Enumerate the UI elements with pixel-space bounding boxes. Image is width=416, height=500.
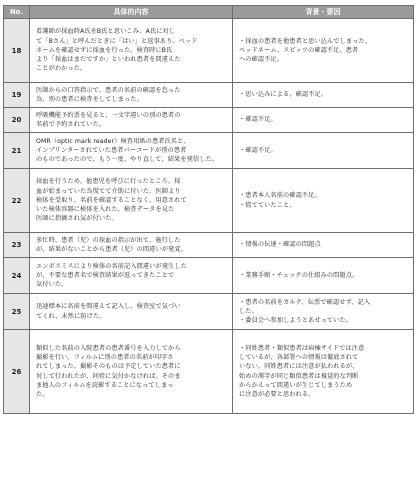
- row-number: 20: [4, 108, 30, 133]
- reason-line: しているが、各部署への情報は徹底されて: [239, 353, 359, 361]
- reason-line: ・患者本人名前の確認不足。: [239, 192, 321, 200]
- row-number: 18: [4, 19, 30, 83]
- header-reason: 背景・要因: [233, 6, 414, 19]
- table-row: [4, 108, 414, 133]
- content-line: れてしまった。撮影そのものは予定していた患者に: [36, 363, 181, 371]
- reason-line: ・思い込みによる、確認不足。: [239, 91, 328, 99]
- content-line: ことがわかった。: [36, 65, 87, 73]
- row-number: 21: [4, 133, 30, 169]
- content-line: 迅速標本に名前を間違えて記入し、検査室で気づい: [36, 303, 181, 311]
- row-number: 25: [4, 294, 30, 330]
- content-line: OMR（optic mark reader）検査用紙の患者氏名と、: [36, 137, 190, 145]
- reason-line: した。: [239, 307, 258, 315]
- reason-line: いない。同姓患者には注意が払われるが、: [239, 363, 359, 371]
- table-header-row: [4, 6, 414, 19]
- content-line: 医師に指摘され気が付いた。: [36, 215, 118, 223]
- content-line: 呼吸機能予約票を見ると、一文字違いの別の患者の: [36, 111, 181, 119]
- table-row: [4, 258, 414, 294]
- content-line: 対して行われたが、同姓に気付かなければ、そのま: [36, 372, 181, 380]
- row-number: 24: [4, 258, 30, 294]
- content-cell: [30, 83, 233, 108]
- table-row: [4, 330, 414, 414]
- content-cell: [30, 330, 233, 414]
- reason-line: ベッドネーム、スピッツの確認不足、患者: [239, 46, 359, 54]
- content-line: 採血を行うため、他患児を呼びに行ったところ、採: [36, 178, 181, 186]
- table-row: [4, 294, 414, 330]
- content-line: 名前で予約されていた。: [36, 121, 106, 128]
- content-line: 撮影を行い、フィルムに別の患者の名前が印字さ: [36, 353, 174, 361]
- table-row: [4, 169, 414, 233]
- incident-table: [3, 5, 414, 414]
- reason-line: ・確認不足。: [239, 116, 277, 124]
- content-cell: [30, 133, 233, 169]
- reason-line: ・業務手順・チェックの仕組みの問題点。: [239, 271, 359, 279]
- reason-line: 始めの漢字が同じ類似患者は視覚的な判断: [239, 372, 359, 380]
- table-row: [4, 133, 414, 169]
- reason-line: からかえって間違いが生じてしまうため: [239, 381, 353, 389]
- content-cell: [30, 233, 233, 258]
- content-line: 多忙時、患者（児）の採血の指示が出て、施行した: [36, 236, 181, 244]
- table-row: [4, 19, 414, 83]
- reason-line: ・委員会へ参加しようとあせっていた。: [239, 317, 353, 325]
- reason-line: ・慌てていたこと。: [239, 201, 296, 209]
- content-line: が、結果がないことから患者（児）の間違いが発覚。: [36, 246, 187, 253]
- reason-cell: [233, 294, 414, 330]
- reason-cell: [233, 83, 414, 108]
- content-line: て「Bさん」と呼んだときに「はい」と返事あり。ベッド: [36, 37, 198, 45]
- content-line: 気付いた。: [36, 281, 68, 289]
- content-cell: [30, 258, 233, 294]
- header-no: No.: [4, 6, 30, 19]
- content-line: いた検体容器に検体を入れた。検査データを見た: [36, 206, 175, 214]
- reason-line: ・採血の患者を他患者と思い込んでしまった。: [239, 37, 372, 45]
- content-cell: [30, 169, 233, 233]
- content-cell: [30, 108, 233, 133]
- content-line: エンボスミスにより検体の名前記入間違いが発生した: [36, 262, 187, 270]
- content-line: てくれ、未然に防げた。: [36, 312, 106, 320]
- reason-cell: [233, 258, 414, 294]
- content-cell: [30, 294, 233, 330]
- row-number: 19: [4, 83, 30, 108]
- content-line: 血が始まっていた為慌てて介助に付いた。医師より: [36, 187, 181, 195]
- header-content: 具体的内容: [30, 6, 233, 19]
- content-line: ネームを確認せずに採血を行った。検査時にB氏: [36, 46, 173, 54]
- content-line: 検体を受取り、名前を確認することなく、用意されて: [36, 196, 187, 204]
- reason-line: ・患者の名前をカルテ、伝票で確認せず、記入: [239, 298, 371, 306]
- reason-line: ・同姓患者・類似患者は病棟サイドでは注意: [239, 344, 365, 352]
- reason-line: に注意が必要と思われる。: [239, 391, 315, 399]
- table-body: [4, 19, 414, 414]
- reason-line: ・確認不足。: [239, 146, 277, 154]
- reason-cell: [233, 330, 414, 414]
- table-row: [4, 83, 414, 108]
- reason-cell: [233, 233, 414, 258]
- content-line: 医師からの口答指示で、患者の名前の確認を怠った: [36, 86, 181, 94]
- reason-cell: [233, 108, 414, 133]
- content-line: た。: [36, 391, 49, 399]
- row-number: 22: [4, 169, 30, 233]
- reason-cell: [233, 133, 414, 169]
- row-number: 26: [4, 330, 30, 414]
- content-line: のものであったので、もう一度、やり直して、結果を発信した。: [36, 156, 219, 164]
- row-number: 23: [4, 233, 30, 258]
- content-cell: [30, 19, 233, 83]
- table-row: [4, 233, 414, 258]
- reason-line: への確認不足。: [239, 56, 284, 64]
- content-line: より「採血はまだですか」といわれ患者を間違えた: [36, 56, 181, 64]
- content-line: 看護師が採血時A氏をB氏と思いこみ、A氏に対し: [36, 28, 176, 36]
- content-line: ま他人のフィルムを読影することになってしまっ: [36, 381, 174, 389]
- content-line: 類似した名前の入院患者の患者番号を入力してから: [36, 344, 181, 352]
- reason-cell: [233, 19, 414, 83]
- reason-cell: [233, 169, 414, 233]
- content-line: が、不要な患者名で検査結果が返ってきたことで: [36, 271, 175, 279]
- content-line: 為、別の患者に検査をしてしまった。: [36, 96, 143, 103]
- reason-line: ・情報の伝達・確認の問題点: [239, 241, 321, 249]
- content-line: インプリンターされていた患者バーコードが別の患者: [36, 146, 187, 154]
